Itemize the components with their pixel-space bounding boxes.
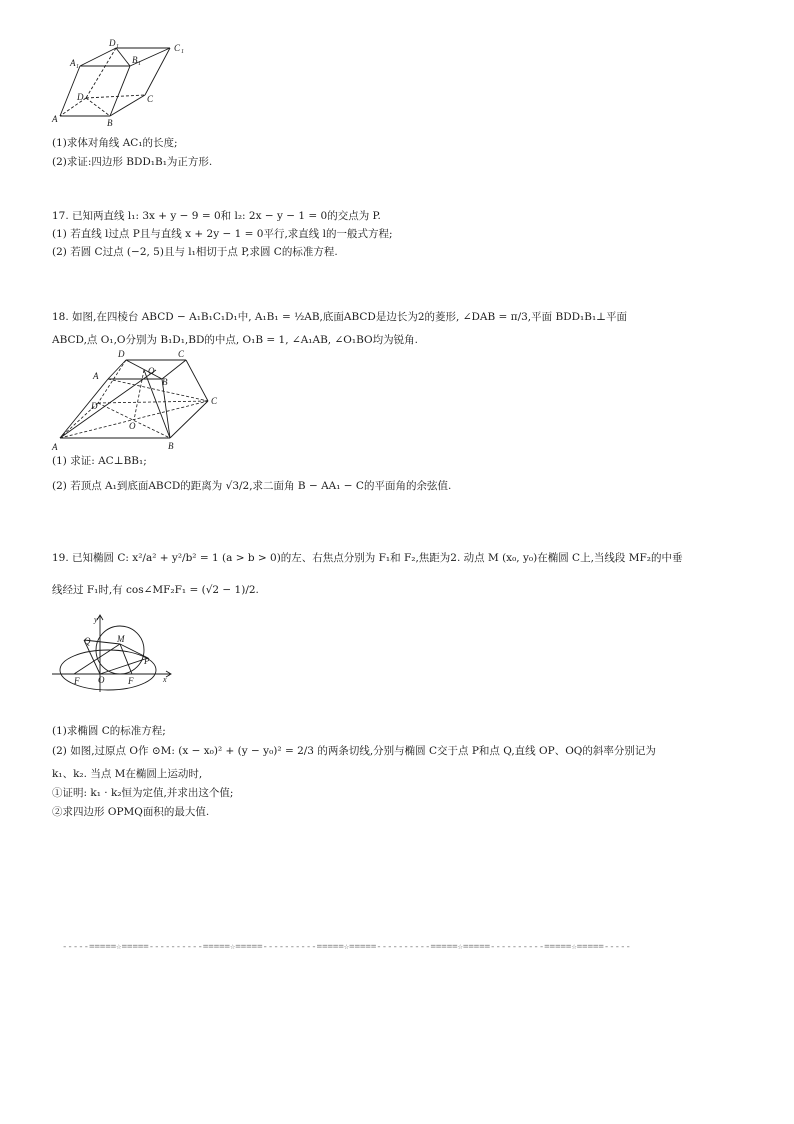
label-D1-sub: 1 <box>116 44 119 50</box>
q16-part2: (2)求证:四边形 BDD₁B₁为正方形. <box>52 156 213 168</box>
label-x: x <box>163 675 167 684</box>
label-Q: Q <box>84 636 91 646</box>
label-O: O <box>98 675 105 685</box>
label-B1-sub: 1 <box>138 61 141 67</box>
figure-frustum <box>48 346 228 454</box>
label-A1: A <box>93 371 99 381</box>
q19-sub1: ①证明: k₁ · k₂恒为定值,并求出这个值; <box>52 787 234 799</box>
q19-stem-line1: 19. 已知椭圆 C: x²/a² + y²/b² = 1 (a > b > 0)的左、右焦点分别为 F₁和 F₂,焦距为2. 动点 M (x₀, y₀)在椭圆 C上,当线段 MF₂的中垂 <box>52 552 683 564</box>
figure-parallelepiped <box>50 36 185 128</box>
label-B1: B <box>162 377 168 387</box>
label-D: D <box>77 92 84 102</box>
q18-part2: (2) 若顶点 A₁到底面ABCD的距离为 √3/2,求二面角 B − AA₁ − C的平面角的余弦值. <box>52 480 452 492</box>
figure-ellipse <box>50 612 180 694</box>
label-B1: B <box>132 55 138 65</box>
label-C1-sub: 1 <box>181 49 184 55</box>
label-A1-sub: 1 <box>76 64 79 70</box>
label-A: A <box>52 114 58 124</box>
label-C: C <box>147 94 154 104</box>
label-D1: D <box>109 38 116 48</box>
q17-stem: 17. 已知两直线 l₁: 3x + y − 9 = 0和 l₂: 2x − y − 1 = 0的交点为 P. <box>52 210 381 222</box>
label-B: B <box>107 118 113 128</box>
label-C1: C <box>174 43 181 53</box>
q19-sub2: ②求四边形 OPMQ面积的最大值. <box>52 806 210 818</box>
q18-stem-line2: ABCD,点 O₁,O分别为 B₁D₁,BD的中点, O₁B = 1, ∠A₁AB, ∠O₁BO均为锐角. <box>52 334 418 346</box>
label-B: B <box>168 441 174 451</box>
q19-part1: (1)求椭圆 C的标准方程; <box>52 725 166 737</box>
q16-part1: (1)求体对角线 AC₁的长度; <box>52 137 178 149</box>
label-y: y <box>94 615 98 624</box>
label-F2: F <box>128 676 134 686</box>
label-A1: A <box>70 58 76 68</box>
q19-part2-line1: (2) 如图,过原点 O作 ⊙M: (x − x₀)² + (y − y₀)² = 2/3 的两条切线,分别与椭圆 C交于点 P和点 Q,直线 OP、OQ的斜率分别记为 <box>52 745 656 757</box>
label-D: D <box>91 401 98 411</box>
footer-divider: -----=====☆=====----------=====☆=====----------=====☆=====----------=====☆=====----------=====☆=====----- <box>62 942 631 952</box>
label-M: M <box>117 634 125 644</box>
label-O1: O <box>148 366 155 376</box>
q17-part1: (1) 若直线 l过点 P且与直线 x + 2y − 1 = 0平行,求直线 l的一般式方程; <box>52 228 393 240</box>
q18-part1: (1) 求证: AC⊥BB₁; <box>52 455 147 467</box>
label-A: A <box>52 442 58 452</box>
label-D1: D <box>118 349 125 359</box>
label-C: C <box>211 396 218 406</box>
q19-part2-line2: k₁、k₂. 当点 M在椭圆上运动时, <box>52 768 203 780</box>
label-C1: C <box>178 349 185 359</box>
label-O: O <box>129 421 136 431</box>
q19-stem-line2: 线经过 F₁时,有 cos∠MF₂F₁ = (√2 − 1)/2. <box>52 584 259 596</box>
q17-part2: (2) 若圆 C过点 (−2, 5)且与 l₁相切于点 P,求圆 C的标准方程. <box>52 246 338 258</box>
label-F1: F <box>74 676 80 686</box>
q18-stem-line1: 18. 如图,在四棱台 ABCD − A₁B₁C₁D₁中, A₁B₁ = ½AB,底面ABCD是边长为2的菱形, ∠DAB = π/3,平面 BDD₁B₁⊥平面 <box>52 311 628 323</box>
label-P: P <box>144 656 150 666</box>
